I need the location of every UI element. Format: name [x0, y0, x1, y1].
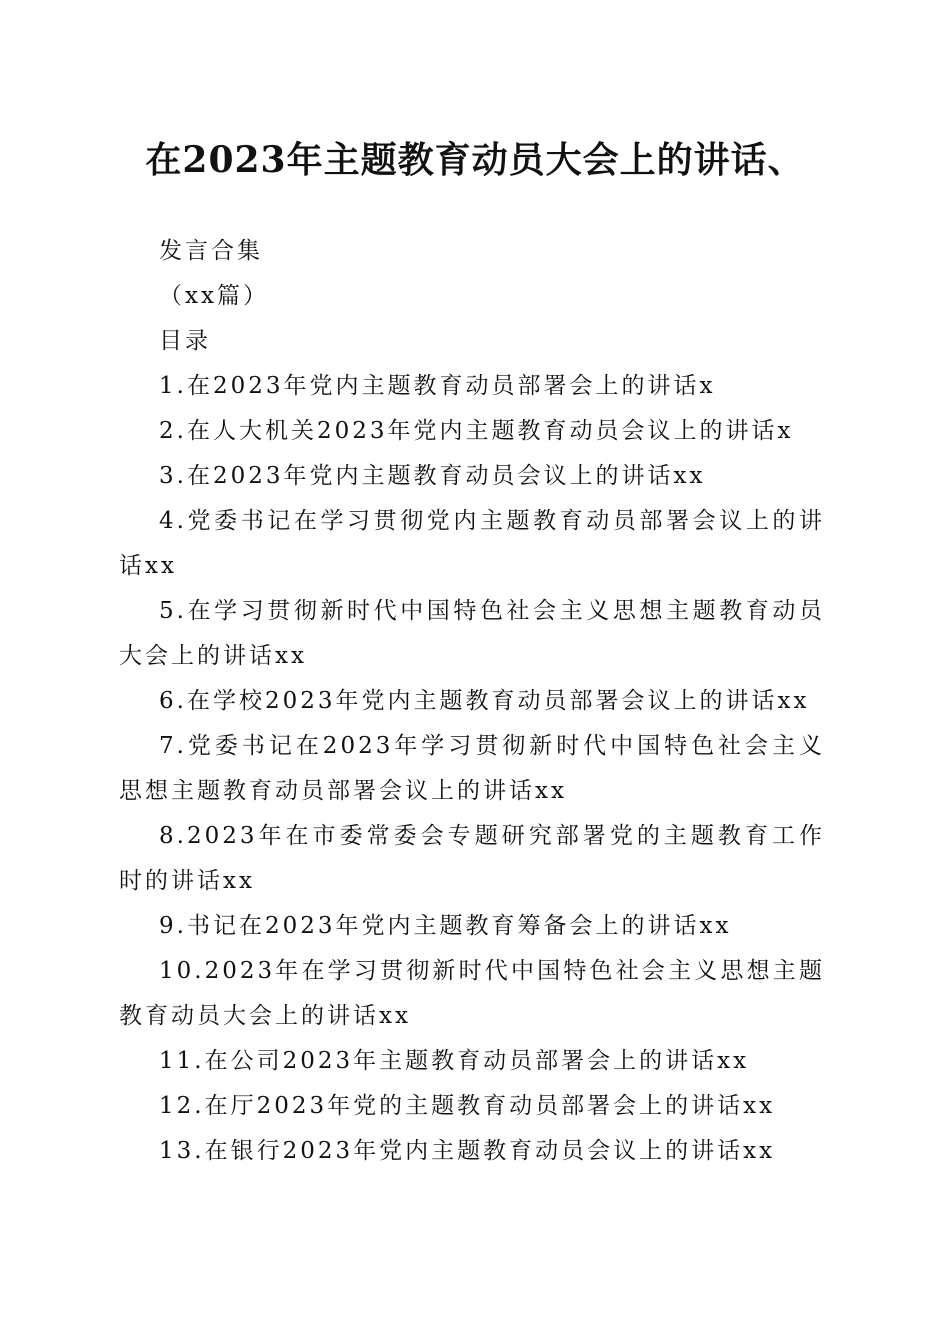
count-note: （xx篇）	[159, 283, 269, 309]
toc-item: 10.2023年在学习贯彻新时代中国特色社会主义思想主题教育动员大会上的讲话xx	[119, 958, 825, 1029]
toc-item: 7.党委书记在2023年学习贯彻新时代中国特色社会主义思想主题教育动员部署会议上的讲话xx	[119, 733, 825, 804]
document-body	[119, 229, 825, 1174]
toc-item: 11.在公司2023年主题教育动员部署会上的讲话xx	[159, 1048, 750, 1074]
toc-item: 2.在人大机关2023年党内主题教育动员会议上的讲话x	[159, 418, 794, 444]
toc-item: 5.在学习贯彻新时代中国特色社会主义思想主题教育动员大会上的讲话xx	[119, 598, 825, 669]
toc-item: 13.在银行2023年党内主题教育动员会议上的讲话xx	[159, 1138, 776, 1164]
toc-item: 12.在厅2023年党的主题教育动员部署会上的讲话xx	[159, 1093, 776, 1119]
toc-item: 3.在2023年党内主题教育动员会议上的讲话xx	[159, 463, 706, 489]
toc-item: 4.党委书记在学习贯彻党内主题教育动员部署会议上的讲话xx	[119, 508, 825, 579]
toc-item: 8.2023年在市委常委会专题研究部署党的主题教育工作时的讲话xx	[119, 823, 825, 894]
toc-item: 1.在2023年党内主题教育动员部署会上的讲话x	[159, 373, 716, 399]
subtitle: 发言合集	[159, 238, 263, 264]
toc-item: 6.在学校2023年党内主题教育动员部署会议上的讲话xx	[159, 688, 810, 714]
document-title: 在2023年主题教育动员大会上的讲话、	[145, 139, 805, 181]
toc-heading: 目录	[159, 328, 211, 354]
toc-item: 9.书记在2023年党内主题教育筹备会上的讲话xx	[159, 913, 732, 939]
